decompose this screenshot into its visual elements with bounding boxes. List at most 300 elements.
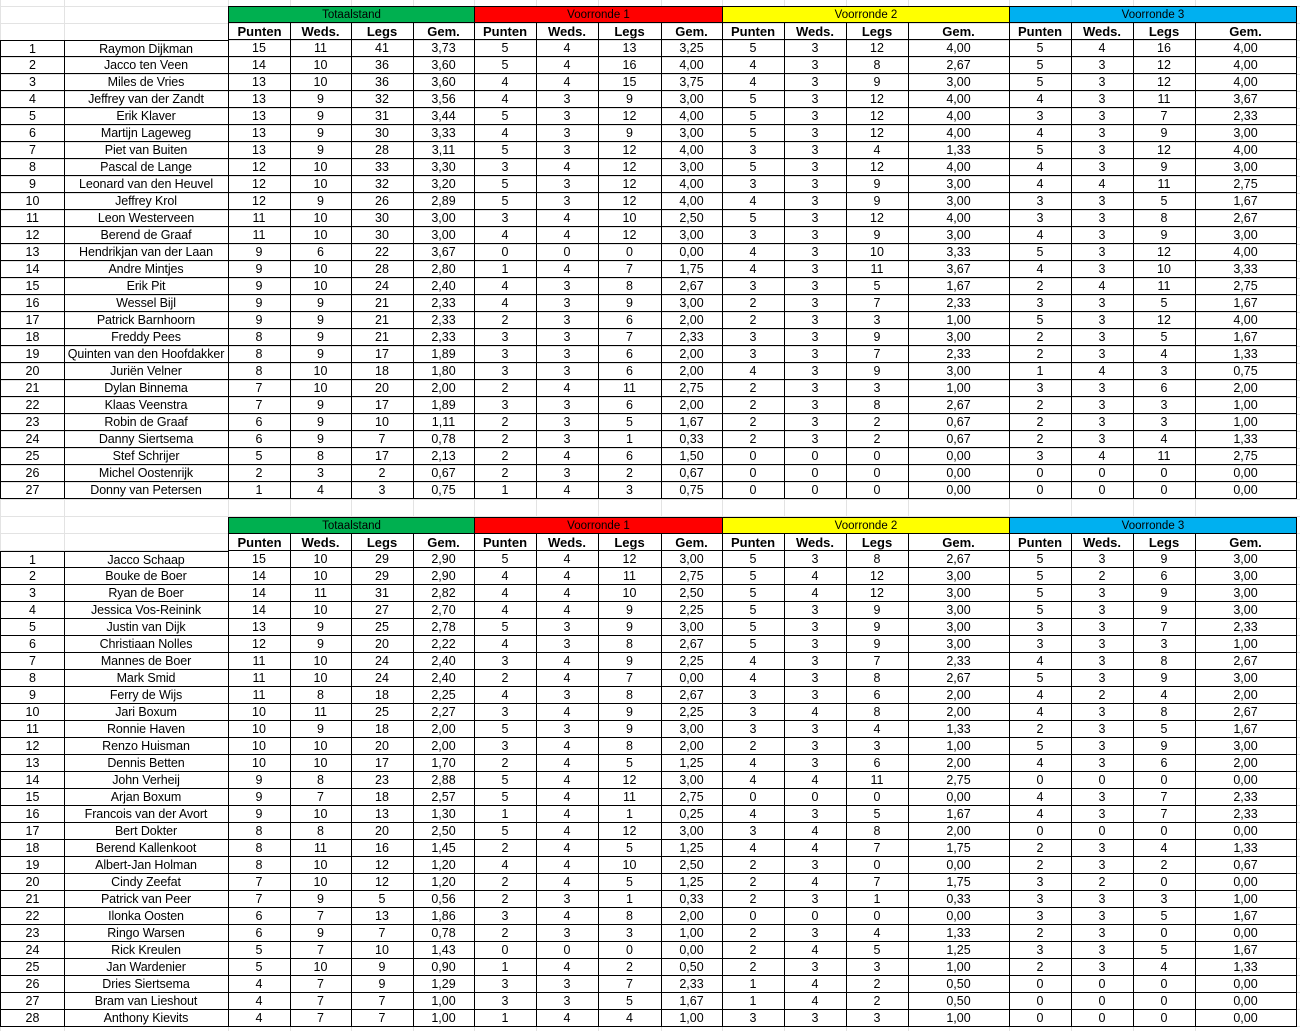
score-cell: 10 [290, 653, 352, 670]
score-cell: 8 [846, 57, 909, 74]
score-cell: 0,00 [661, 670, 723, 687]
score-cell: 18 [351, 789, 414, 806]
score-cell: 11 [1133, 91, 1196, 108]
score-cell: 4 [536, 227, 599, 244]
score-cell: 8 [1133, 653, 1196, 670]
score-cell: 3,00 [661, 159, 723, 176]
score-cell: 6 [228, 414, 291, 431]
score-cell: 3 [1009, 380, 1072, 397]
score-cell: 12 [228, 176, 291, 193]
rank-cell: 8 [0, 159, 65, 176]
column-header: Gem. [1195, 534, 1297, 551]
score-cell: 5 [722, 551, 785, 568]
score-cell: 2,13 [413, 448, 475, 465]
score-cell: 3 [536, 142, 599, 159]
score-cell: 6 [290, 244, 352, 261]
score-cell: 9 [1133, 602, 1196, 619]
score-cell: 3 [784, 159, 847, 176]
score-cell: 31 [351, 108, 414, 125]
score-cell: 0,00 [908, 857, 1010, 874]
score-cell: 6 [598, 448, 662, 465]
score-cell: 0,33 [908, 891, 1010, 908]
score-cell: 2,89 [413, 193, 475, 210]
score-cell: 4 [1133, 840, 1196, 857]
score-cell: 0,75 [413, 482, 475, 499]
score-cell: 4 [536, 653, 599, 670]
score-cell: 6 [228, 431, 291, 448]
score-cell: 4 [722, 653, 785, 670]
score-cell: 3 [784, 74, 847, 91]
score-cell: 32 [351, 91, 414, 108]
score-cell: 7 [1133, 789, 1196, 806]
score-cell: 5 [1133, 295, 1196, 312]
score-cell: 2 [1009, 414, 1072, 431]
score-cell: 5 [722, 568, 785, 585]
score-cell: 0,00 [908, 482, 1010, 499]
score-cell: 0 [722, 789, 785, 806]
score-cell: 0 [1071, 823, 1134, 840]
score-cell: 5 [1009, 142, 1072, 159]
score-cell: 5 [474, 176, 537, 193]
player-name-cell: Anthony Kievits [64, 1010, 229, 1027]
score-cell: 1,25 [661, 840, 723, 857]
score-cell: 5 [846, 942, 909, 959]
score-cell: 29 [351, 551, 414, 568]
score-cell: 3,00 [908, 602, 1010, 619]
player-name-cell: Hendrikjan van der Laan [64, 244, 229, 261]
score-cell: 8 [228, 823, 291, 840]
score-cell: 20 [351, 636, 414, 653]
score-cell: 1,80 [413, 363, 475, 380]
rank-cell: 17 [0, 823, 65, 840]
score-cell: 3,00 [413, 210, 475, 227]
score-cell: 2,00 [661, 397, 723, 414]
score-cell: 3 [784, 755, 847, 772]
score-cell: 0 [1133, 482, 1196, 499]
player-name-cell: Albert-Jan Holman [64, 857, 229, 874]
score-cell: 3 [536, 108, 599, 125]
score-cell: 5 [722, 210, 785, 227]
score-cell: 3 [722, 721, 785, 738]
group-header-totaalstand: Totaalstand [228, 6, 475, 23]
score-cell: 9 [228, 295, 291, 312]
score-cell: 2 [598, 465, 662, 482]
score-cell: 2 [1071, 874, 1134, 891]
score-cell: 5 [722, 619, 785, 636]
column-header: Gem. [908, 23, 1010, 40]
score-cell: 1,00 [1195, 397, 1297, 414]
score-cell: 8 [290, 448, 352, 465]
player-name-cell: Juriën Velner [64, 363, 229, 380]
score-cell: 5 [1009, 244, 1072, 261]
rank-cell: 13 [0, 755, 65, 772]
score-cell: 3 [1009, 636, 1072, 653]
score-cell: 0,00 [908, 448, 1010, 465]
score-cell: 3 [1071, 261, 1134, 278]
rank-cell: 3 [0, 585, 65, 602]
score-cell: 1,33 [1195, 431, 1297, 448]
score-cell: 4 [536, 40, 599, 57]
rank-cell: 17 [0, 312, 65, 329]
score-cell: 4 [1009, 704, 1072, 721]
score-cell: 3,00 [1195, 602, 1297, 619]
score-cell: 9 [228, 772, 291, 789]
score-cell: 3 [784, 312, 847, 329]
score-cell: 3 [784, 210, 847, 227]
score-cell: 0,00 [908, 908, 1010, 925]
score-cell: 1,67 [1195, 295, 1297, 312]
score-cell: 12 [351, 857, 414, 874]
score-cell: 5 [598, 840, 662, 857]
score-cell: 4 [722, 244, 785, 261]
player-name-cell: Martijn Lageweg [64, 125, 229, 142]
score-cell: 4 [536, 57, 599, 74]
column-header: Weds. [290, 23, 352, 40]
score-cell: 17 [351, 346, 414, 363]
player-name-cell: Mark Smid [64, 670, 229, 687]
player-name-cell: Renzo Huisman [64, 738, 229, 755]
score-cell: 3,00 [661, 772, 723, 789]
rank-cell: 8 [0, 670, 65, 687]
score-cell: 2 [722, 925, 785, 942]
score-cell: 8 [846, 823, 909, 840]
score-cell: 5 [846, 806, 909, 823]
score-cell: 5 [474, 772, 537, 789]
score-cell: 4 [1009, 176, 1072, 193]
score-cell: 13 [351, 806, 414, 823]
score-cell: 1,00 [1195, 414, 1297, 431]
score-cell: 0 [474, 942, 537, 959]
score-cell: 4 [846, 925, 909, 942]
score-cell: 12 [1133, 312, 1196, 329]
score-cell: 3 [1071, 721, 1134, 738]
score-cell: 7 [290, 976, 352, 993]
score-cell: 3 [1071, 380, 1134, 397]
score-cell: 3 [536, 619, 599, 636]
score-cell: 12 [846, 210, 909, 227]
score-cell: 2 [722, 295, 785, 312]
score-cell: 2,00 [661, 363, 723, 380]
score-cell: 3 [1071, 619, 1134, 636]
score-cell: 9 [290, 142, 352, 159]
score-cell: 0,00 [1195, 482, 1297, 499]
score-cell: 2,75 [661, 380, 723, 397]
score-cell: 3 [536, 414, 599, 431]
score-cell: 7 [290, 789, 352, 806]
score-cell: 4 [536, 755, 599, 772]
score-cell: 11 [598, 789, 662, 806]
score-cell: 2,57 [413, 789, 475, 806]
score-cell: 8 [598, 636, 662, 653]
score-cell: 36 [351, 57, 414, 74]
score-cell: 10 [290, 857, 352, 874]
score-cell: 2,40 [413, 670, 475, 687]
score-cell: 1 [598, 806, 662, 823]
score-cell: 5 [598, 874, 662, 891]
score-cell: 4,00 [1195, 57, 1297, 74]
score-cell: 0 [1009, 465, 1072, 482]
score-cell: 10 [228, 755, 291, 772]
score-cell: 2,67 [1195, 653, 1297, 670]
column-header: Punten [474, 23, 537, 40]
score-cell: 2 [722, 874, 785, 891]
score-cell: 3 [1071, 585, 1134, 602]
score-cell: 3 [1071, 414, 1134, 431]
score-cell: 7 [1133, 108, 1196, 125]
score-cell: 5 [228, 959, 291, 976]
column-header: Legs [1133, 534, 1196, 551]
score-cell: 0 [536, 942, 599, 959]
column-header: Punten [722, 534, 785, 551]
score-cell: 8 [290, 687, 352, 704]
score-cell: 4 [846, 142, 909, 159]
score-cell: 1,67 [908, 806, 1010, 823]
score-cell: 0,67 [413, 465, 475, 482]
score-cell: 4 [536, 670, 599, 687]
score-cell: 7 [351, 431, 414, 448]
player-name-cell: Christiaan Nolles [64, 636, 229, 653]
score-cell: 3 [784, 57, 847, 74]
score-cell: 4 [474, 91, 537, 108]
score-cell: 7 [351, 925, 414, 942]
player-name-cell: Ilonka Oosten [64, 908, 229, 925]
score-cell: 2,50 [661, 210, 723, 227]
score-cell: 4 [722, 363, 785, 380]
score-cell: 4 [536, 380, 599, 397]
score-cell: 0 [474, 244, 537, 261]
score-cell: 3 [784, 602, 847, 619]
score-cell: 9 [290, 925, 352, 942]
score-cell: 0,00 [1195, 1010, 1297, 1027]
score-cell: 2 [1133, 857, 1196, 874]
score-cell: 4 [474, 687, 537, 704]
score-cell: 3 [1071, 244, 1134, 261]
score-cell: 1,00 [413, 993, 475, 1010]
score-cell: 1,33 [1195, 346, 1297, 363]
score-cell: 12 [846, 108, 909, 125]
score-cell: 3 [1071, 125, 1134, 142]
score-cell: 3 [536, 687, 599, 704]
score-cell: 2,90 [413, 568, 475, 585]
score-cell: 12 [228, 193, 291, 210]
score-cell: 1,67 [1195, 942, 1297, 959]
score-cell: 11 [1133, 278, 1196, 295]
rank-cell: 4 [0, 91, 65, 108]
score-cell: 4 [784, 993, 847, 1010]
rank-cell: 16 [0, 295, 65, 312]
rank-cell: 16 [0, 806, 65, 823]
column-header: Punten [1009, 23, 1072, 40]
rank-cell: 11 [0, 210, 65, 227]
score-cell: 9 [228, 278, 291, 295]
player-name-cell: Jeffrey Krol [64, 193, 229, 210]
score-cell: 0 [1133, 925, 1196, 942]
score-cell: 3 [846, 312, 909, 329]
score-cell: 8 [228, 329, 291, 346]
score-cell: 9 [598, 619, 662, 636]
score-cell: 7 [228, 874, 291, 891]
score-cell: 1,89 [413, 346, 475, 363]
column-header: Punten [722, 23, 785, 40]
score-cell: 13 [228, 108, 291, 125]
score-cell: 9 [290, 891, 352, 908]
score-cell: 3,00 [661, 91, 723, 108]
score-cell: 3 [536, 465, 599, 482]
score-cell: 4 [722, 193, 785, 210]
score-cell: 1 [474, 1010, 537, 1027]
score-cell: 3,56 [413, 91, 475, 108]
score-cell: 2 [474, 431, 537, 448]
score-cell: 3 [536, 346, 599, 363]
score-cell: 0,00 [1195, 874, 1297, 891]
score-cell: 5 [1133, 942, 1196, 959]
score-cell: 4 [784, 976, 847, 993]
score-cell: 2,33 [413, 329, 475, 346]
score-cell: 13 [228, 74, 291, 91]
score-cell: 2,33 [661, 329, 723, 346]
score-cell: 20 [351, 738, 414, 755]
score-cell: 4 [474, 602, 537, 619]
score-cell: 3,00 [661, 721, 723, 738]
score-cell: 0 [846, 482, 909, 499]
score-cell: 9 [598, 704, 662, 721]
score-cell: 3 [536, 976, 599, 993]
score-cell: 2,50 [413, 823, 475, 840]
score-cell: 4,00 [1195, 244, 1297, 261]
score-cell: 1,11 [413, 414, 475, 431]
score-cell: 2,33 [661, 976, 723, 993]
score-cell: 12 [598, 159, 662, 176]
score-cell: 3 [784, 176, 847, 193]
score-cell: 5 [1133, 908, 1196, 925]
score-cell: 11 [290, 704, 352, 721]
score-cell: 1 [474, 482, 537, 499]
score-cell: 3 [1071, 74, 1134, 91]
score-cell: 0 [1133, 823, 1196, 840]
score-cell: 0 [722, 908, 785, 925]
score-cell: 8 [598, 687, 662, 704]
gridline-h [0, 499, 1300, 500]
score-cell: 6 [598, 346, 662, 363]
score-cell: 8 [846, 551, 909, 568]
score-cell: 3,44 [413, 108, 475, 125]
score-cell: 3 [1071, 397, 1134, 414]
score-cell: 3,00 [661, 295, 723, 312]
column-header: Gem. [908, 534, 1010, 551]
score-cell: 9 [228, 806, 291, 823]
score-cell: 3 [1071, 789, 1134, 806]
score-cell: 4 [1071, 448, 1134, 465]
score-cell: 0 [846, 448, 909, 465]
score-cell: 3 [536, 431, 599, 448]
column-header: Weds. [784, 23, 847, 40]
score-cell: 10 [290, 159, 352, 176]
score-cell: 5 [474, 142, 537, 159]
score-cell: 2,00 [413, 380, 475, 397]
score-cell: 4 [474, 227, 537, 244]
score-cell: 0,00 [908, 789, 1010, 806]
column-header: Punten [474, 534, 537, 551]
score-cell: 2,00 [1195, 380, 1297, 397]
score-cell: 0,50 [908, 993, 1010, 1010]
score-cell: 3 [722, 278, 785, 295]
score-cell: 2,78 [413, 619, 475, 636]
score-cell: 6 [1133, 380, 1196, 397]
score-cell: 3,67 [1195, 91, 1297, 108]
score-cell: 12 [846, 585, 909, 602]
score-cell: 0 [598, 942, 662, 959]
score-cell: 1,00 [413, 1010, 475, 1027]
score-cell: 1,67 [1195, 193, 1297, 210]
score-cell: 3 [1133, 363, 1196, 380]
score-cell: 4 [228, 1010, 291, 1027]
score-cell: 28 [351, 261, 414, 278]
score-cell: 1,67 [661, 993, 723, 1010]
score-cell: 31 [351, 585, 414, 602]
column-header: Gem. [661, 23, 723, 40]
player-name-cell: Donny van Petersen [64, 482, 229, 499]
score-cell: 10 [290, 74, 352, 91]
score-cell: 3 [784, 925, 847, 942]
score-cell: 2,75 [1195, 448, 1297, 465]
score-cell: 4 [1133, 346, 1196, 363]
score-cell: 3 [1071, 210, 1134, 227]
score-cell: 3 [1009, 891, 1072, 908]
score-cell: 3 [1071, 704, 1134, 721]
score-cell: 7 [1133, 806, 1196, 823]
score-cell: 0 [784, 448, 847, 465]
rank-cell: 1 [0, 551, 65, 568]
player-name-cell: Berend Kallenkoot [64, 840, 229, 857]
player-name-cell: Justin van Dijk [64, 619, 229, 636]
score-cell: 3 [536, 891, 599, 908]
score-cell: 4 [474, 74, 537, 91]
score-cell: 0 [1071, 465, 1134, 482]
score-cell: 14 [228, 602, 291, 619]
score-cell: 10 [351, 414, 414, 431]
score-cell: 4 [1009, 91, 1072, 108]
score-cell: 14 [228, 568, 291, 585]
score-cell: 2,33 [413, 312, 475, 329]
score-cell: 4 [536, 772, 599, 789]
score-cell: 9 [846, 363, 909, 380]
rank-cell: 14 [0, 261, 65, 278]
score-cell: 3,00 [908, 568, 1010, 585]
score-cell: 3 [1071, 142, 1134, 159]
rank-cell: 20 [0, 874, 65, 891]
rank-cell: 28 [0, 1010, 65, 1027]
score-cell: 0 [1133, 993, 1196, 1010]
rank-cell: 24 [0, 942, 65, 959]
player-name-cell: Berend de Graaf [64, 227, 229, 244]
score-cell: 3 [536, 295, 599, 312]
score-cell: 1,70 [413, 755, 475, 772]
rank-cell: 21 [0, 380, 65, 397]
score-cell: 3 [1009, 210, 1072, 227]
score-cell: 2 [474, 670, 537, 687]
score-cell: 2 [474, 755, 537, 772]
score-cell: 3,20 [413, 176, 475, 193]
column-header: Gem. [1195, 23, 1297, 40]
score-cell: 3 [784, 738, 847, 755]
score-cell: 24 [351, 670, 414, 687]
score-cell: 9 [1133, 125, 1196, 142]
score-cell: 0 [846, 465, 909, 482]
score-cell: 2,33 [908, 653, 1010, 670]
score-cell: 0 [846, 857, 909, 874]
score-cell: 1 [474, 959, 537, 976]
score-cell: 4,00 [908, 210, 1010, 227]
